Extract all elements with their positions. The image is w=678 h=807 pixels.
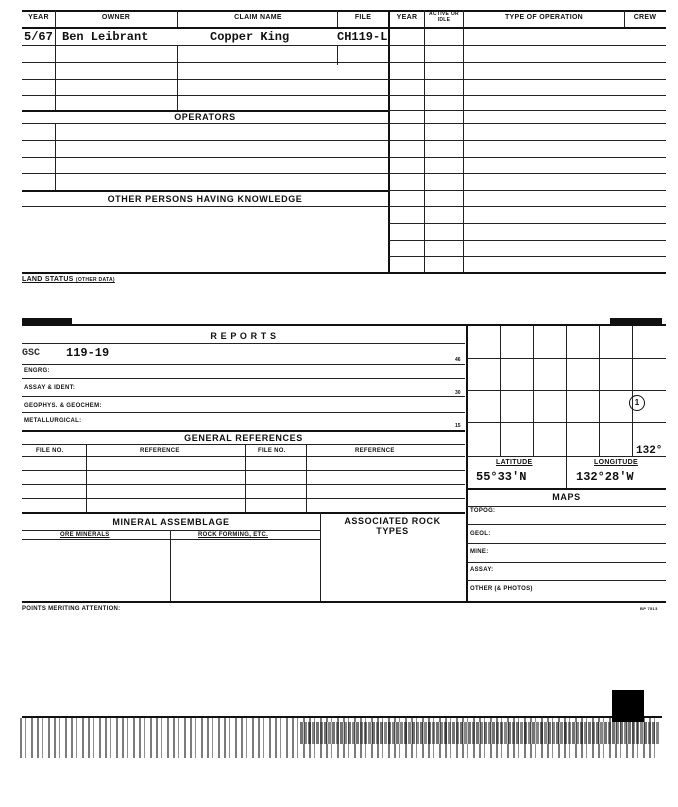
form-number: BP 7513 <box>640 606 658 611</box>
land-status-label: LAND STATUS (OTHER DATA) <box>22 276 115 283</box>
header-file: FILE <box>354 14 372 21</box>
map-grid <box>467 326 666 456</box>
redacted-mark-right <box>610 318 662 324</box>
gref-file-no-1: FILE NO. <box>36 448 64 454</box>
latitude-value: 55°33'N <box>476 470 527 484</box>
report-number-46: 46 <box>455 357 461 363</box>
rock-forming-header: ROCK FORMING, ETC. <box>198 532 269 538</box>
longitude-corner: 132° <box>636 445 663 457</box>
report-number-15: 15 <box>455 423 461 429</box>
report-engrg: ENGRG: <box>24 368 50 374</box>
header-claim-name: CLAIM NAME <box>234 14 282 21</box>
operators-title: OPERATORS <box>174 112 236 122</box>
others-title: OTHER PERSONS HAVING KNOWLEDGE <box>107 194 303 204</box>
redacted-mark-left <box>22 318 72 324</box>
claim-name: Copper King <box>210 30 290 44</box>
maps-mine: MINE: <box>470 549 489 555</box>
reports-title: R E P O R T S <box>210 331 277 341</box>
scan-block <box>612 690 644 722</box>
general-refs-title: GENERAL REFERENCES <box>184 433 303 443</box>
maps-assay: ASSAY: <box>470 567 494 573</box>
report-first-value: 119-19 <box>66 346 110 360</box>
points-meriting-attention: POINTS MERITING ATTENTION: <box>22 606 121 612</box>
gref-reference-2: REFERENCE <box>355 448 395 454</box>
longitude-value: 132°28'W <box>576 470 634 484</box>
maps-topog: TOPOG: <box>470 508 496 514</box>
gref-reference-1: REFERENCE <box>140 448 180 454</box>
gref-file-no-2: FILE NO. <box>258 448 286 454</box>
report-metallurgical: METALLURGICAL: <box>24 418 82 424</box>
longitude-label: LONGITUDE <box>594 459 638 466</box>
header-crew: CREW <box>633 14 657 21</box>
latitude-label: LATITUDE <box>496 459 533 466</box>
gsc-prefix: GSC <box>22 348 41 359</box>
header-year: YEAR <box>28 14 49 21</box>
header-active-idle: ACTIVE OR IDLE <box>429 11 459 23</box>
owner-name: Ben Leibrant <box>62 30 149 44</box>
header-owner: OWNER <box>101 14 131 21</box>
owner-year: 5/67 <box>24 30 53 44</box>
maps-title: MAPS <box>552 492 581 502</box>
report-geophys: GEOPHYS. & GEOCHEM: <box>24 403 102 409</box>
file-number: CH119-L <box>337 30 388 44</box>
maps-geol: GEOL: <box>470 531 491 537</box>
report-number-30: 30 <box>455 390 461 396</box>
ore-minerals-header: ORE MINERALS <box>60 532 110 538</box>
header-type-of-operation: TYPE OF OPERATION <box>504 14 584 21</box>
header-year-2: YEAR <box>396 14 418 21</box>
scan-noise-dark <box>300 722 660 744</box>
report-assay: ASSAY & IDENT: <box>24 385 76 391</box>
circled-mark: 1 <box>629 395 645 411</box>
maps-other: OTHER (& PHOTOS) <box>470 586 533 592</box>
mineral-title: MINERAL ASSEMBLAGE <box>112 517 230 527</box>
associated-rock-types: ASSOCIATED ROCK TYPES <box>344 516 441 536</box>
